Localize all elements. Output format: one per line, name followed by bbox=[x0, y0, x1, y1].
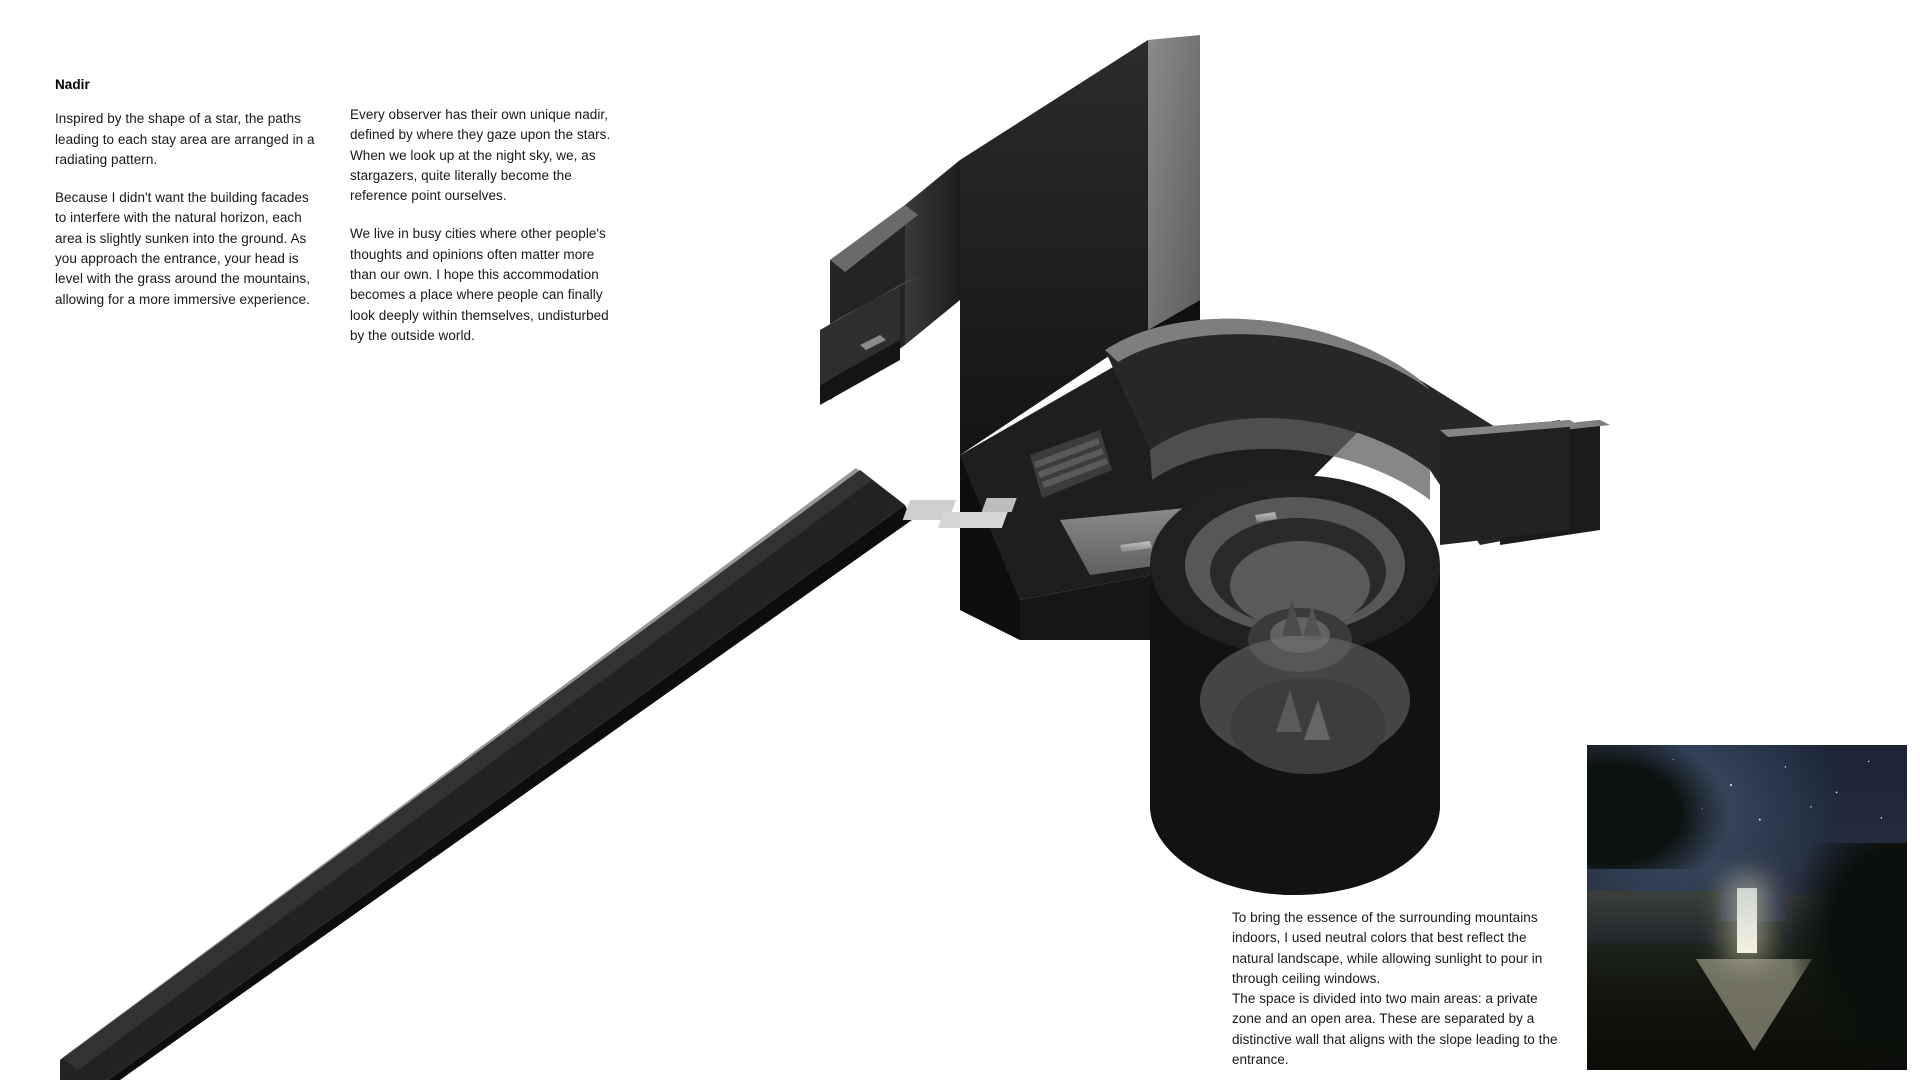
lit-doorway bbox=[1737, 888, 1756, 953]
left-paragraph-2: Because I didn't want the building facades to interfere with the natural horizon, each area is slightly sunken into the ground. As you approach the entrance, your head is level with the grass around the mountains, allowing for a more immersive experience. bbox=[55, 190, 310, 307]
ceiling-window-strips bbox=[1120, 512, 1277, 552]
curved-shell-roof bbox=[1105, 319, 1610, 545]
entrance-ramp bbox=[60, 468, 912, 1080]
bottom-right-text-column bbox=[1232, 908, 1567, 1070]
left-paragraph-1: Inspired by the shape of a star, the paths leading to each stay area are arranged in a radiating pattern. bbox=[55, 111, 315, 167]
interior-floor-plate bbox=[903, 498, 1300, 575]
left-text-column bbox=[55, 75, 323, 310]
middle-paragraph-1: Every observer has their own unique nadir, defined by where they gaze upon the stars. When we look up at the night sky, we, as stargazers, quite literally become the reference point ourselves. bbox=[350, 107, 611, 204]
bottom-right-paragraph-1: To bring the essence of the surrounding mountains indoors, I used neutral colors that best reflect the natural landscape, while allowing sunlight to pour in through ceiling windows. bbox=[1232, 910, 1543, 986]
tree-canopy-right bbox=[1792, 843, 1907, 1071]
angled-fin-wall bbox=[830, 160, 960, 400]
tree-canopy-left bbox=[1587, 745, 1728, 869]
right-wall-block bbox=[1440, 420, 1580, 545]
main-sunken-block bbox=[960, 340, 1370, 640]
middle-paragraph-2: We live in busy cities where other people's thoughts and opinions often matter more than our own. I hope this accommodation becomes a place where people can finally look deeply within themselves, undisturbed by the outside world. bbox=[350, 226, 609, 343]
circular-courtyard bbox=[1150, 475, 1440, 895]
tall-rear-wall bbox=[960, 35, 1200, 455]
page-title: Nadir bbox=[55, 77, 90, 92]
middle-text-column bbox=[350, 105, 613, 346]
stair-flight bbox=[1030, 430, 1112, 498]
left-facade-wall bbox=[1587, 891, 1721, 943]
left-wing bbox=[820, 275, 920, 405]
bottom-right-paragraph-2: The space is divided into two main areas: a private zone and an open area. These are separated by a distinctive wall that aligns with the slope leading to the entrance. bbox=[1232, 991, 1558, 1068]
night-entrance-render bbox=[1587, 745, 1907, 1070]
